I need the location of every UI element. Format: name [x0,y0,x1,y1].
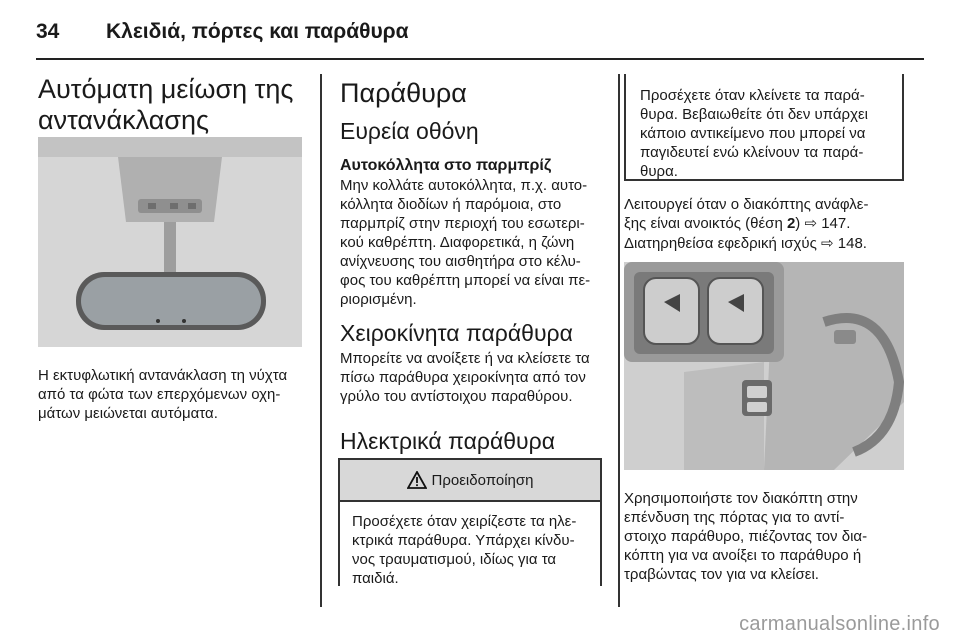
electric-windows-heading: Ηλεκτρικά παράθυρα [340,428,556,454]
caution-box-continued [624,74,904,181]
warning-box-header [340,460,600,502]
warning-label: Προειδοποίηση [431,471,534,489]
sticker-paragraph: Μην κολλάτε αυτοκόλλητα, π.χ. αυτο- κόλλητα διοδίων ή παρόμοια, στο παρμπρίζ στην περιοχή του εσωτερι- κού καθρέπτη. Διαφορετικά, η ζώνη ανίχνευσης του αισθητήρα στο κέλυ- φος του καθρέπτη μπορεί να είναι πε- ριορισμένη. [340,177,591,308]
chapter-title: Κλειδιά, πόρτες και παράθυρα [106,20,409,43]
warning-box [338,458,602,586]
manual-windows-paragraph: Μπορείτε να ανοίξετε ή να κλείσετε τα πίσω παράθυρα χειροκίνητα από τον γρύλο του αντίστοιχου παραθύρου. [340,350,590,405]
rearview-mirror-image [38,137,302,347]
caution-text: Προσέχετε όταν κλείνετε τα παρά- θυρα. Βεβαιωθείτε ότι δεν υπάρχει κάποιο αντικείμενο που μπορεί να παγιδευτεί ενώ κλείνουν τα παρά- θυρα. [640,87,868,180]
manual-windows-heading: Χειροκίνητα παράθυρα [340,320,573,346]
retained-power-page-ref[interactable]: 148. [837,235,867,252]
ignition-text: Λειτουργεί όταν ο διακόπτης ανάφλε- ξης είναι ανοικτός (θέση [624,196,869,232]
subsection-heading-windscreen: Ευρεία οθόνη [340,118,479,144]
retained-power-text: Διατηρηθείσα εφεδρική ισχύς [624,235,822,252]
section-title-windows: Παράθυρα [340,78,467,108]
sticker-heading: Αυτοκόλλητα στο παρμπρίζ [340,157,552,174]
retained-power-paragraph [624,234,914,253]
ignition-text-close: ) [795,215,805,232]
column-divider [618,74,620,607]
watermark: carmanualsonline.info [739,613,940,635]
window-switch-image [624,262,904,470]
header-divider [36,58,924,60]
ignition-paragraph [624,195,914,233]
section-heading-auto-dimming: Αυτόματη μείωση της αντανάκλασης [38,74,294,135]
ignition-page-ref[interactable]: 147. [821,215,851,232]
warning-text: Προσέχετε όταν χειρίζεστε τα ηλε- κτρικά παράθυρα. Υπάρχει κίνδυ- νος τραυματισμού, ιδίως για τα παιδιά. [352,513,577,587]
switch-paragraph: Χρησιμοποιήστε τον διακόπτη στην επένδυση της πόρτας για το αντί- στοιχο παράθυρο, πιέζοντας τον δια- κόπτη για να ανοίξει το παράθυρο ή τραβώντας τον για να κλείσει. [624,490,868,583]
warning-triangle-icon [407,471,427,489]
page-reference-arrow-icon: ⇨ [821,235,834,252]
auto-dimming-paragraph: Η εκτυφλωτική αντανάκλαση τη νύχτα από τα φώτα των επερχόμενων οχη- μάτων μειώνεται αυτόματα. [38,367,288,422]
ignition-position: 2 [786,215,796,232]
column-divider [320,74,322,607]
door-switch-illustration [624,262,904,470]
page-reference-arrow-icon: ⇨ [804,215,818,232]
page-number: 34 [36,20,60,43]
mirror-illustration [38,137,302,347]
